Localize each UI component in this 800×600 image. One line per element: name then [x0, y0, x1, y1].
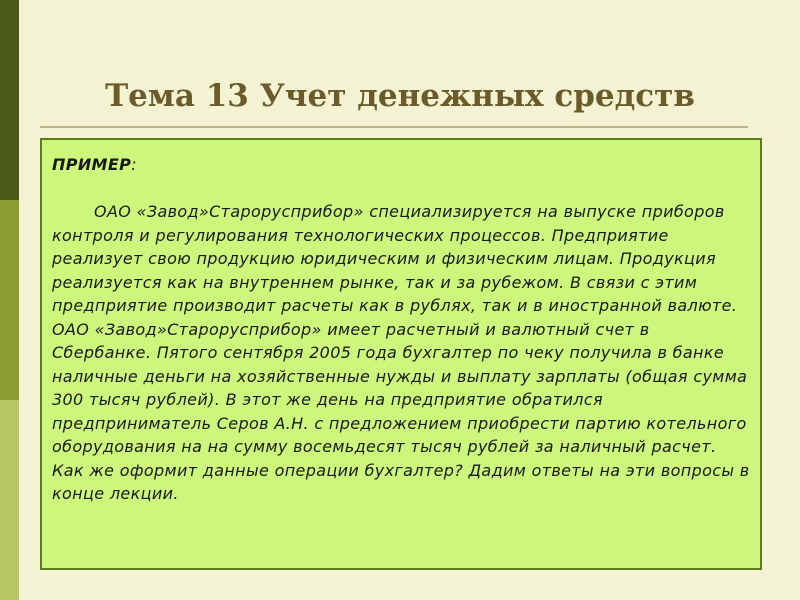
example-box — [40, 138, 762, 570]
example-label: ПРИМЕР — [52, 155, 132, 174]
decorative-stripe-top — [0, 0, 19, 200]
example-colon: : — [131, 155, 137, 174]
example-heading — [52, 153, 750, 177]
slide-title: Тема 13 Учет денежных средств — [105, 78, 695, 114]
example-paragraph-3: Как же оформит данные операции бухгалтер? Дадим ответы на эти вопросы в конце лекции. — [52, 460, 750, 503]
decorative-stripe-bottom — [0, 400, 19, 600]
decorative-stripe-middle — [0, 200, 19, 400]
example-paragraph-1: ОАО «Завод»Старорусприбор» специализируется на выпуске приборов контроля и регулирования технологических процессов. Предприятие реализует свою продукцию юридическим и физическим лицам. Продукция реализуется как на внутреннем рынке, так и за рубежом. В связи с этим предприятие производит расчеты как в рублях, так и в иностранной валюте. — [52, 202, 738, 315]
title-divider — [40, 126, 748, 128]
example-paragraph-2: ОАО «Завод»Старорусприбор» имеет расчетный и валютный счет в Сбербанке. Пятого сентября 2005 года бухгалтер по чеку получила в банке наличные деньги на хозяйственные нужды и выплату зарплаты (общая сумма 300 тысяч рублей). В этот же день на предприятие обратился предприниматель Серов А.Н. с предложением приобрести партию котельного оборудования на на сумму восемьдесят тысяч рублей за наличный расчет. — [52, 319, 748, 456]
